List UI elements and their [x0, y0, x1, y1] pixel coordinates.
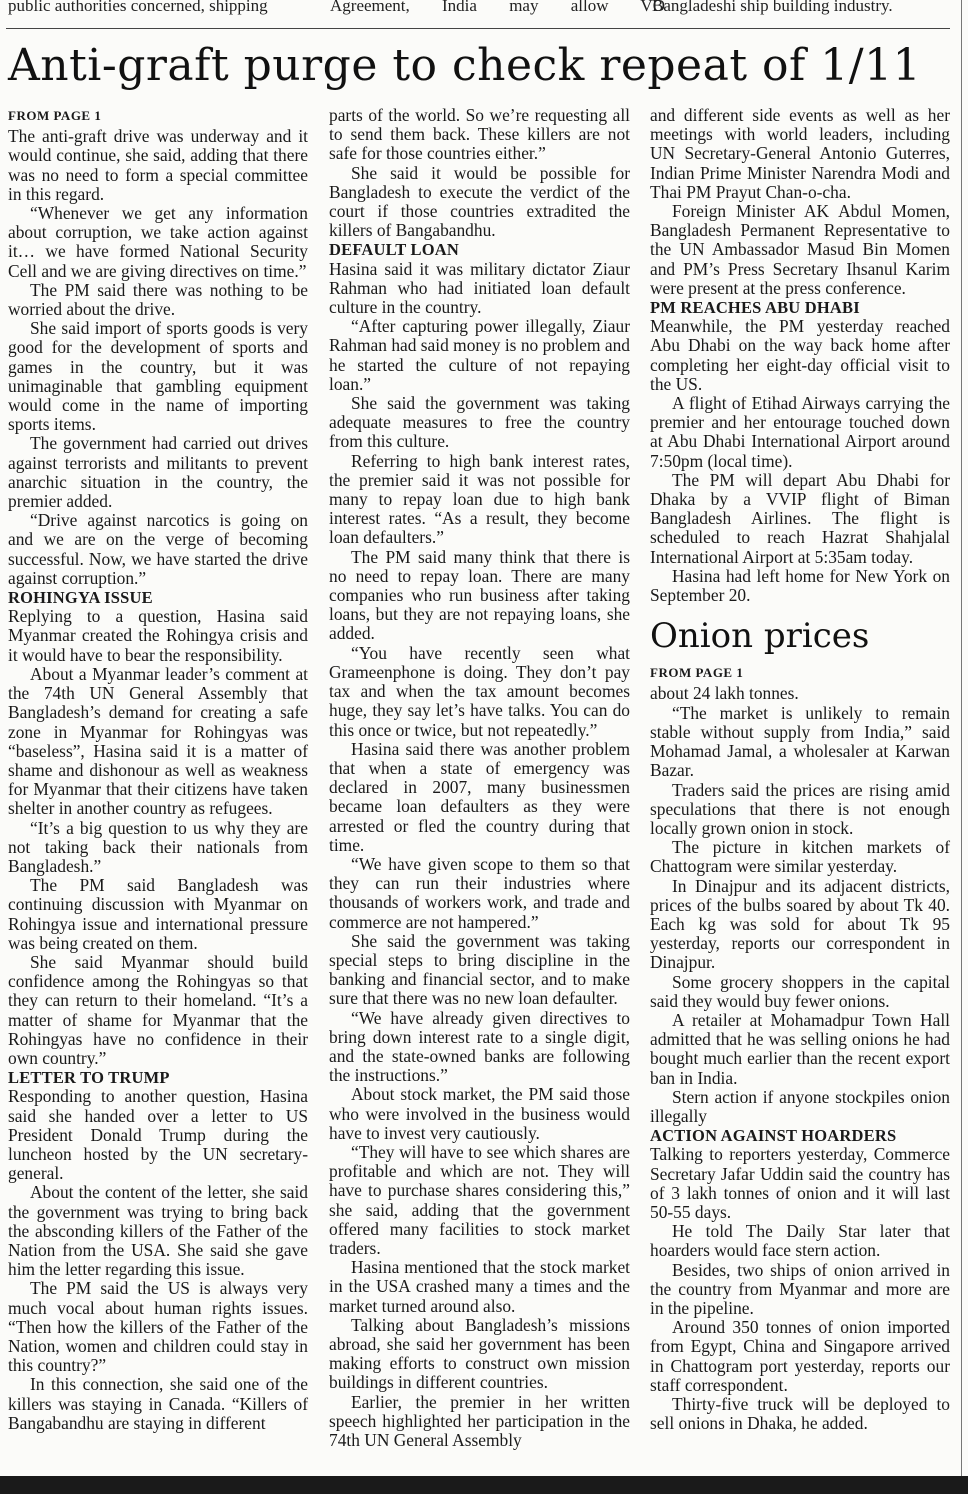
paragraph: The PM said many think that there is no need to repay loan. There are many companies who run business after taking loans, but they are not repaying loans, she added.: [329, 546, 630, 644]
paragraph: About the content of the letter, she said the government was trying to bring back the absconding killers of the Father of the Nation from the USA. She said she gave him the letter regarding this issue.: [8, 1182, 308, 1280]
bottom-scan-edge: [0, 1476, 968, 1494]
paragraph: The PM said there was nothing to be worried about the drive.: [8, 279, 308, 320]
paragraph: In Dinajpur and its adjacent districts, prices of the bulbs soared by about Tk 40. Each kg was sold for about Tk 95 yesterday, reports our correspondent in Dinajpur.: [650, 875, 950, 973]
column-2-body: [329, 106, 630, 1450]
onion-from-page-label: FROM PAGE 1: [650, 665, 744, 681]
paragraph: “It’s a big question to us why they are not taking back their nationals from Bangladesh.”: [8, 817, 308, 876]
paragraph: Traders said the prices are rising amid speculations that there is not enough locally grown onion in stock.: [650, 779, 950, 838]
paragraph: About stock market, the PM said those who were involved in the business would have to invest very cautiously.: [329, 1084, 630, 1143]
paragraph: She said it would be possible for Bangladesh to execute the verdict of the court if those countries extradited the killers of Bangabandhu.: [329, 162, 630, 241]
paragraph: Hasina said it was military dictator Ziaur Rahman who had initiated loan default culture in the country.: [329, 258, 630, 318]
column-1-body: [8, 127, 308, 1433]
from-page-label: FROM PAGE 1: [8, 108, 102, 123]
page-edge-line: [961, 0, 962, 1494]
subheading: PM REACHES ABU DHABI: [650, 298, 860, 318]
paragraph: about 24 lakh tonnes.: [650, 683, 799, 704]
column-3-body: [650, 106, 950, 605]
paragraph: Stern action if anyone stockpiles onion illegally: [650, 1086, 950, 1126]
paragraph: She said the government was taking adequate measures to free the country from this culture.: [329, 393, 630, 452]
paragraph: Hasina mentioned that the stock market in the USA crashed many a times and the market turned around also.: [329, 1257, 630, 1316]
paragraph: Referring to high bank interest rates, the premier said it was not possible for many to repay loan due to high bank interest rates. “As a result, they become loan defaulters.”: [329, 450, 630, 548]
paragraph: Some grocery shoppers in the capital said they would buy fewer onions.: [650, 971, 950, 1011]
subheading: LETTER TO TRUMP: [8, 1068, 170, 1088]
onion-article-body: [650, 684, 950, 1433]
paragraph: Thirty-five truck will be deployed to sell onions in Dhaka, he added.: [650, 1394, 950, 1434]
paragraph: and different side events as well as her meetings with world leaders, including UN Secretary-General Antonio Guterres, Indian Prime Minister Narendra Modi and Thai PM Prayut Chan-o-cha.: [650, 105, 950, 202]
paragraph: Talking about Bangladesh’s missions abroad, she said her government has been making efforts to construct own mission buildings in different countries.: [329, 1314, 630, 1393]
paragraph: Responding to another question, Hasina said she handed over a letter to US President Donald Trump during the luncheon hosted by the UN secretary-general.: [8, 1086, 308, 1184]
onion-headline: Onion prices: [650, 616, 870, 657]
paragraph: She said Myanmar should build confidence among the Rohingyas so that they can return to their homeland. “It’s a matter of shame for Myanmar that the Rohingyas have no confidence in their own country.”: [8, 951, 308, 1068]
paragraph: Hasina had left home for New York on September 20.: [650, 565, 950, 606]
strip-text-middle: Agreement, India may allow VO: [330, 0, 665, 15]
paragraph: Hasina said there was another problem that when a state of emergency was declared in 2007, many businessmen became loan defaulters as they were arrested or fled the country during that time.: [329, 738, 630, 855]
paragraph: “Drive against narcotics is going on and we are on the verge of becoming successful. Now, we have started the drive against corruption.”: [8, 510, 308, 588]
paragraph: “We have already given directives to bring down interest rate to a single digit, and the state-owned banks are following the instructions.”: [329, 1007, 630, 1086]
article-column-3: [650, 106, 950, 1433]
strip-text-right: Bangladeshi ship building industry.: [652, 0, 893, 15]
paragraph: She said the government was taking special steps to bring discipline in the banking and financial sector, and to make sure that there was no new loan defaulter.: [329, 930, 630, 1009]
paragraph: Earlier, the premier in her written speech highlighted her participation in the 74th UN General Assembly: [329, 1391, 630, 1451]
paragraph: “Whenever we get any information about corruption, we take action against it… we have formed National Security Cell and we are giving directives on time.”: [8, 203, 308, 281]
paragraph: Meanwhile, the PM yesterday reached Abu Dhabi on the way back home after completing her eight-day official visit to the US.: [650, 316, 950, 394]
paragraph: Talking to reporters yesterday, Commerce Secretary Jafar Uddin said the country has of 3 lakh tonnes of onion and it will last 50-55 days.: [650, 1144, 950, 1222]
paragraph: The PM will depart Abu Dhabi for Dhaka by a VVIP flight of Biman Bangladesh Airlines. The flight is scheduled to reach Hazrat Shahjalal International Airport at 5:35am today.: [650, 469, 950, 567]
paragraph: Besides, two ships of onion arrived in the country from Myanmar and more are in the pipeline.: [650, 1259, 950, 1318]
paragraph: The anti-graft drive was underway and it would continue, she said, adding that there was no need to form a special committee in this regard.: [8, 126, 308, 204]
paragraph: Around 350 tonnes of onion imported from Egypt, China and Singapore arrived in Chattogram port yesterday, reports our staff correspondent.: [650, 1317, 950, 1395]
paragraph: A retailer at Mohamadpur Town Hall admitted that he was selling onions he had bought much earlier than the recent export ban in India.: [650, 1009, 950, 1088]
paragraph: parts of the world. So we’re requesting all to send them back. These killers are not safe for those countries either.”: [329, 105, 630, 164]
paragraph: The picture in kitchen markets of Chattogram were similar yesterday.: [650, 837, 950, 877]
paragraph: “You have recently seen what Grameenphone is doing. They don’t pay tax and when the tax amount becomes huge, they say let’s have talks. You can do this once or twice, but not repeatedly.”: [329, 642, 630, 740]
subheading: ROHINGYA ISSUE: [8, 588, 153, 608]
paragraph: In this connection, she said one of the killers was staying in Canada. “Killers of Bangabandhu are staying in different: [8, 1374, 308, 1433]
paragraph: He told The Daily Star later that hoarders would face stern action.: [650, 1221, 950, 1261]
paragraph: Replying to a question, Hasina said Myanmar created the Rohingya crisis and it would have to bear the responsibility.: [8, 606, 308, 665]
subheading: ACTION AGAINST HOARDERS: [650, 1126, 897, 1146]
strip-text-left: public authorities concerned, shipping: [8, 0, 268, 15]
paragraph: The PM said Bangladesh was continuing discussion with Myanmar on Rohingya issue and international pressure was being created on them.: [8, 875, 308, 953]
paragraph: “They will have to see which shares are profitable and which are not. They will have to purchase shares considering this,” she said, adding that the government offered many facilities to stock market traders.: [329, 1141, 630, 1258]
paragraph: The government had carried out drives against terrorists and militants to prevent anarchic situation in the country, the premier added.: [8, 433, 308, 512]
article-column-2: [329, 106, 630, 1450]
article-headline: Anti-graft purge to check repeat of 1/11: [8, 40, 922, 91]
paragraph: “After capturing power illegally, Ziaur Rahman had said money is no problem and he started the culture of not repaying loan.”: [329, 316, 630, 394]
header-divider: [6, 28, 950, 29]
paragraph: Foreign Minister AK Abdul Momen, Bangladesh Permanent Representative to the UN Ambassador Masud Bin Momen and PM’s Press Secretary Ihsanul Karim were present at the press conference.: [650, 201, 950, 298]
subheading: DEFAULT LOAN: [329, 240, 460, 260]
paragraph: She said import of sports goods is very good for the development of sports and games in the country, but it was unimaginable that gambling equipment would come in the name of importing sports items.: [8, 318, 308, 435]
paragraph: About a Myanmar leader’s comment at the 74th UN General Assembly that Bangladesh’s demand for creating a safe zone in Myanmar for Rohingyas was “baseless”, Hasina said it is a matter of shame and dishonour as well as weakness for Myanmar that their citizens have taken shelter in another country as refugees.: [8, 663, 308, 819]
paragraph: “The market is unlikely to remain stable without supply from India,” said Mohamad Jamal, a wholesaler at Karwan Bazar.: [650, 702, 950, 781]
paragraph: A flight of Etihad Airways carrying the premier and her entourage touched down at Abu Dhabi International Airport around 7:50pm (local time).: [650, 393, 950, 471]
paragraph: The PM said the US is always very much vocal about human rights issues. “Then how the killers of the Father of the Nation, women and children could stay in this country?”: [8, 1278, 308, 1376]
article-column-1: [8, 104, 308, 1433]
paragraph: “We have given scope to them so that they can run their industries where thousands of workers work, and trade and commerce are not hampered.”: [329, 853, 630, 932]
previous-article-strip: [0, 0, 968, 18]
